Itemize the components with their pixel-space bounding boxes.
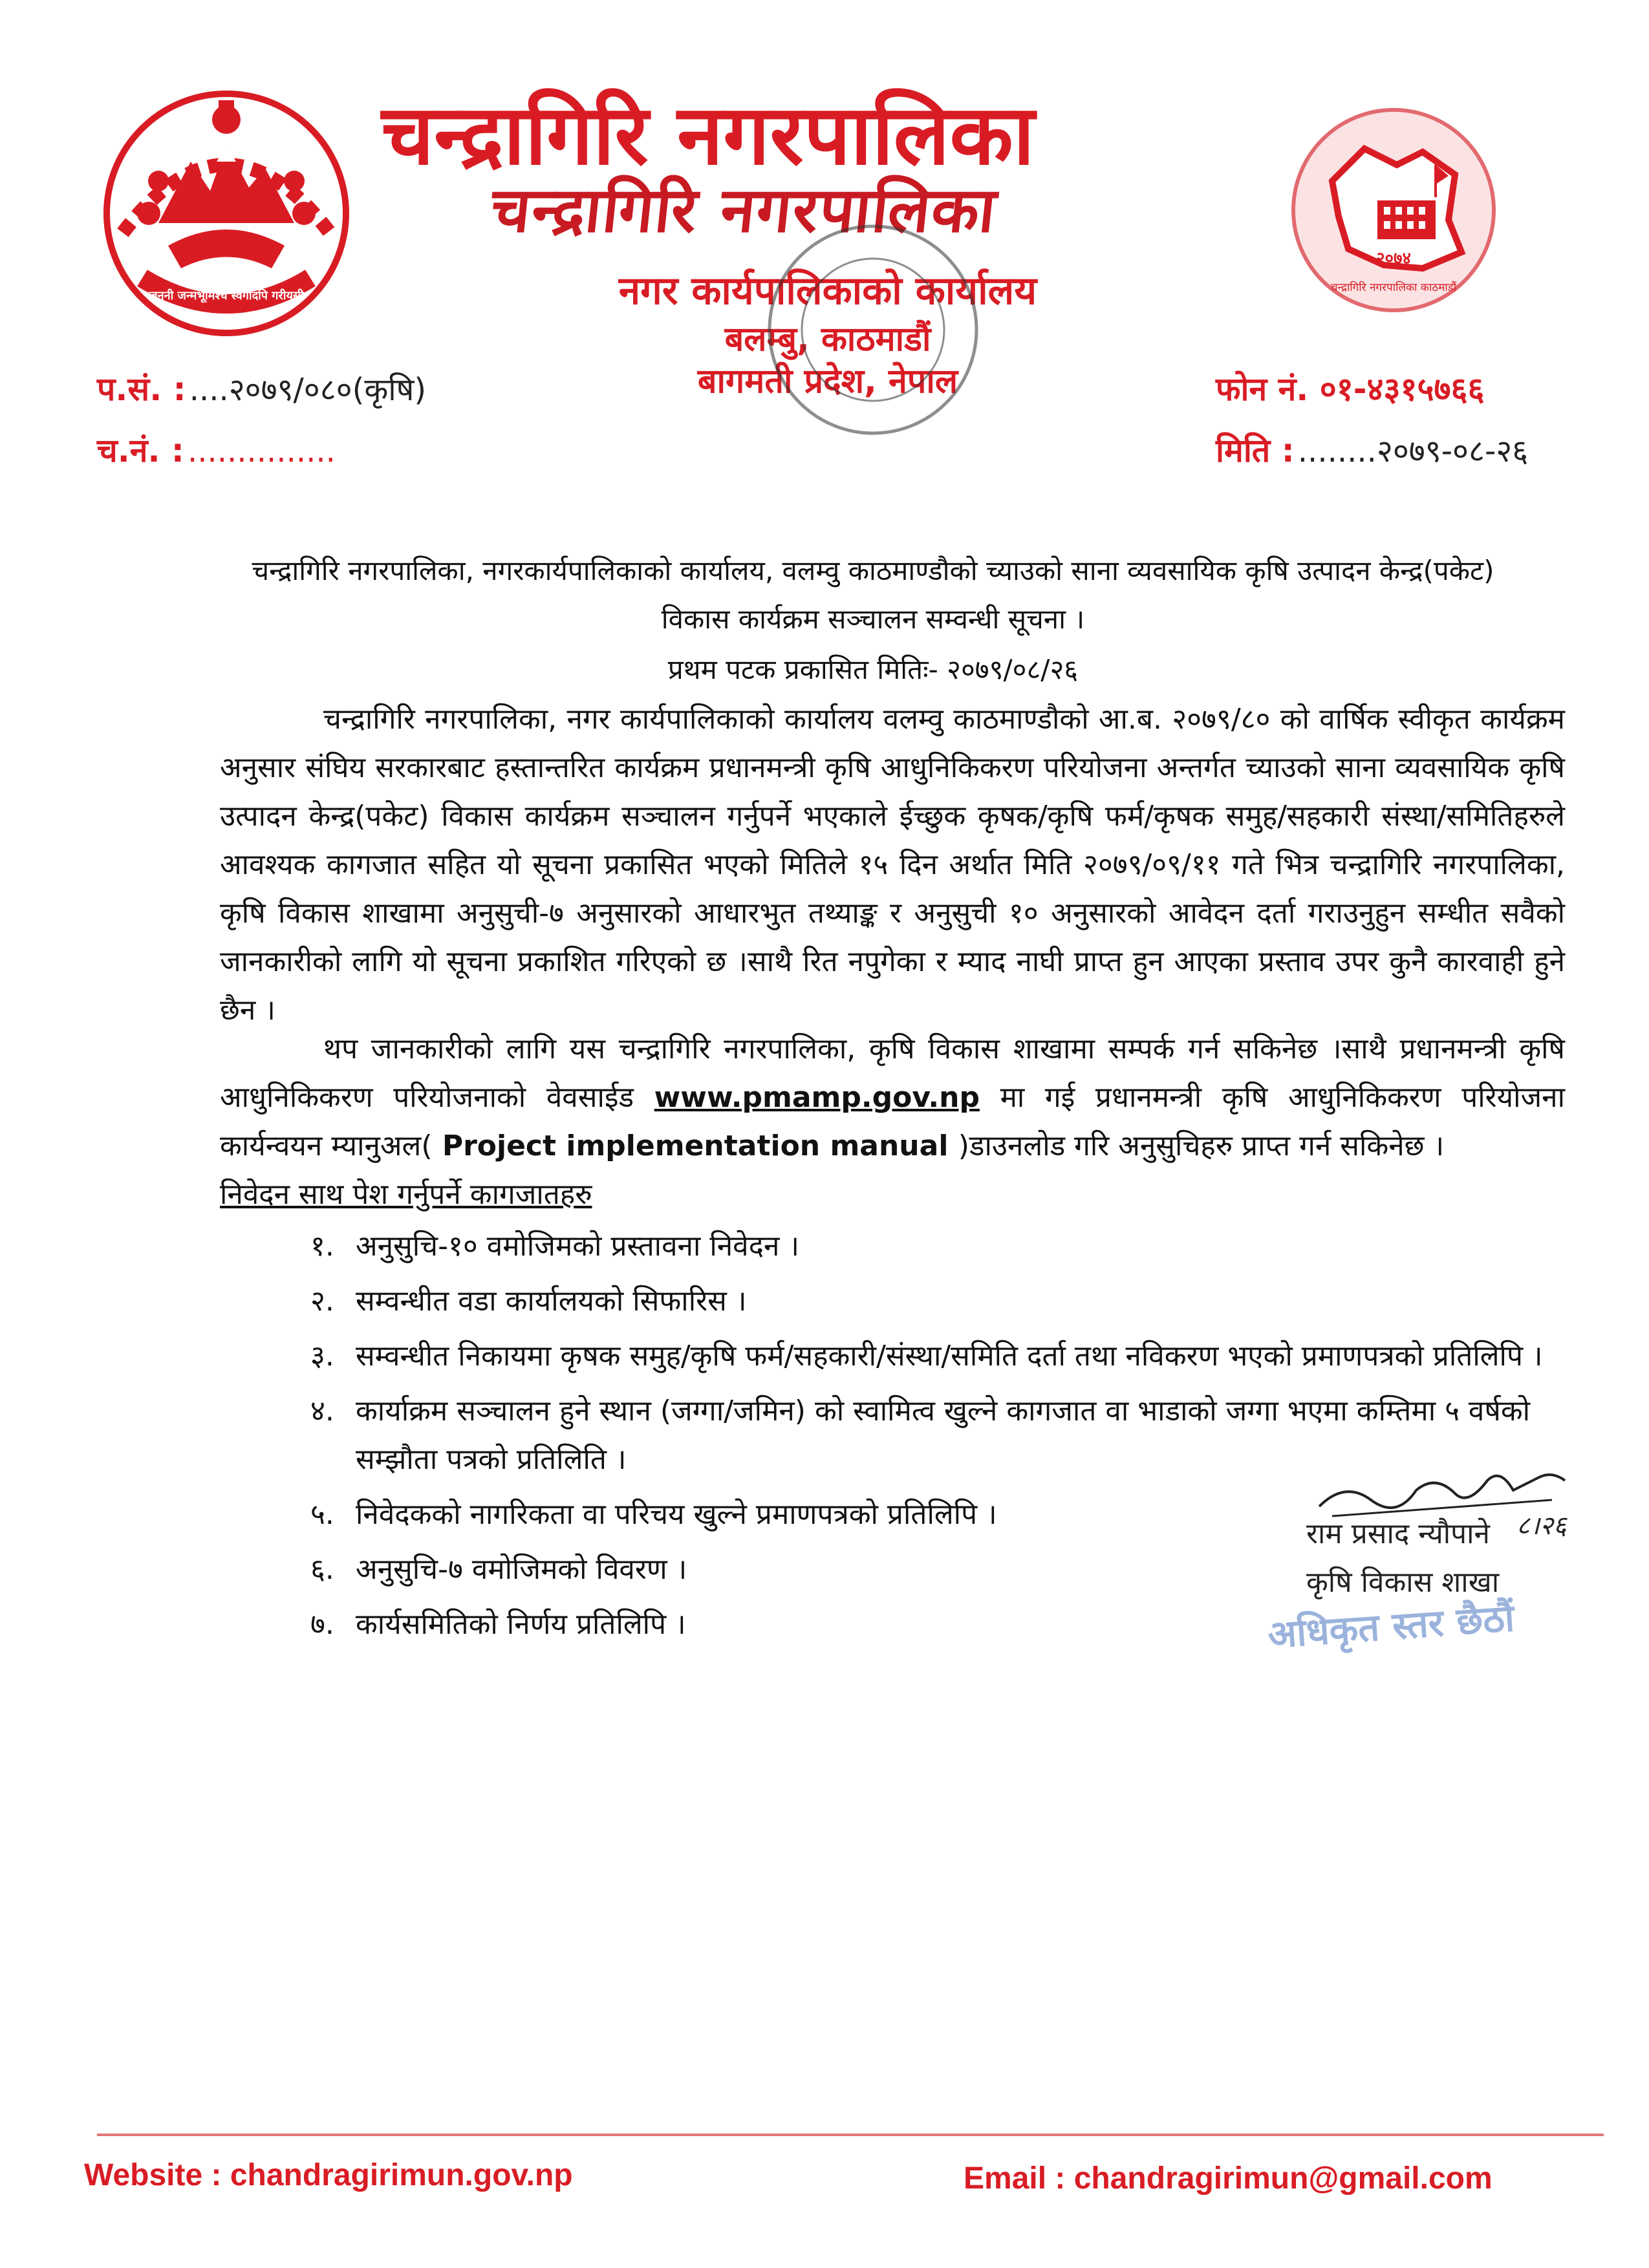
office-name: नगर कार्यपालिकाको कार्यालय: [618, 268, 1037, 314]
footer-divider: [97, 2134, 1604, 2136]
right-logo-caption: चन्द्रागिरि नगरपालिका काठमाडौं: [1330, 281, 1457, 294]
date-value: ........२०७९-०८-२६: [1297, 433, 1529, 469]
list-item-number: १.: [310, 1230, 334, 1263]
cn-value: ...............: [187, 433, 336, 469]
office-round-stamp: [757, 213, 989, 446]
cn-row: [97, 430, 614, 471]
list-item-text: कार्यसमितिको निर्णय प्रतिलिपि ।: [356, 1608, 686, 1641]
para2-text-b: मा गई प्रधानमन्त्री कृषि आधुनिकिकरण परियोजना कार्यन्वयन म्यानुअल(: [220, 1081, 1565, 1162]
round-stamp-icon: [757, 213, 989, 446]
list-item-text: कार्याक्रम सञ्चालन हुने स्थान (जग्गा/जमिन) को स्वामित्व खुल्ने कागजात वा भाडाको जग्गा भएमा कम्तिमा ५ वर्षको सम्झौता पत्रको प्रतिलिति ।: [356, 1395, 1531, 1476]
right-logo-year: २०७४: [1375, 249, 1412, 268]
municipality-title: चन्द्रागिरि नगरपालिका: [382, 87, 1035, 184]
list-item: [310, 1332, 1565, 1380]
list-item-number: २.: [310, 1285, 334, 1318]
date-row: [1216, 430, 1604, 472]
list-item-text: सम्वन्धीत वडा कार्यालयको सिफारिस ।: [356, 1285, 747, 1318]
notice-heading-line2: विकास कार्यक्रम सञ्चालन सम्वन्धी सूचना ।: [661, 603, 1085, 635]
signatory-name: राम प्रसाद न्यौपाने: [1306, 1517, 1490, 1550]
list-item-number: ७.: [310, 1608, 334, 1641]
list-item: [310, 1277, 1565, 1325]
list-item-text: अनुसुचि-७ वमोजिमको विवरण ।: [356, 1553, 687, 1586]
left-emblem-logo: [97, 84, 356, 343]
nepal-emblem-icon: [97, 84, 356, 343]
office-address: बलम्बु, काठमाडौं: [724, 320, 931, 359]
ps-label: प.सं. :: [97, 370, 186, 408]
list-item-number: ४.: [310, 1395, 334, 1428]
list-item-number: ६.: [310, 1553, 334, 1586]
signatory-branch: कृषि विकास शाखा: [1306, 1566, 1500, 1599]
ps-row: [97, 369, 614, 411]
date-label: मिति :: [1216, 432, 1295, 469]
phone-label: फोन नं. ०१-४३१५७६६: [1216, 370, 1485, 408]
published-date: प्रथम पटक प्रकासित मितिः- २०७९/०८/२६: [667, 654, 1079, 685]
footer-website[interactable]: Website : chandragirimun.gov.np: [84, 2158, 573, 2192]
manual-name: Project implementation manual: [432, 1129, 958, 1162]
footer-email[interactable]: Email : chandragirimun@gmail.com: [964, 2161, 1493, 2196]
list-item-text: निवेदकको नागरिकता वा परिचय खुल्ने प्रमाणपत्रको प्रतिलिपि ।: [356, 1498, 997, 1531]
list-item-number: ३.: [310, 1340, 334, 1373]
documents-list-heading: निवेदन साथ पेश गर्नुपर्ने कागजातहरु: [220, 1178, 592, 1211]
ps-value: ....२०७९/०८०(कृषि): [189, 372, 427, 408]
list-item-text: सम्वन्धीत निकायमा कृषक समुह/कृषि फर्म/सहकारी/संस्था/समिति दर्ता तथा नविकरण भएको प्रमाणपत्रको प्रतिलिपि ।: [356, 1340, 1543, 1373]
notice-paragraph-1: चन्द्रागिरि नगरपालिका, नगर कार्यपालिकाको कार्यालय वलम्वु काठमाण्डौको आ.ब. २०७९/८० को वार्षिक स्वीकृत कार्यक्रम अनुसार संघिय सरकारबाट हस्तान्तरित कार्यक्रम प्रधानमन्त्री कृषि आधुनिकिकरण परियोजना अन्तर्गत च्याउको साना व्यवसायिक कृषि उत्पादन केन्द्र(पकेट) विकास कार्यक्रम सञ्चालन गर्नुपर्ने भएकाले ईच्छुक कृषक/कृषि फर्म/कृषक समुह/सहकारी संस्था/समितिहरुले आवश्यक कागजात सहित यो सूचना प्रकासित भएको मितिले १५ दिन अर्थात मिति २०७९/०९/११ गते भित्र चन्द्रागिरि नगरपालिका, कृषि विकास शाखामा अनुसुची-७ अनुसारको आधारभुत तथ्याङ्क र अनुसुची १० अनुसारको आवेदन दर्ता गराउनुहुन सम्धीत सवैको जानकारीको लागि यो सूचना प्रकाशित गरिएको छ ।साथै रित नपुगेका र म्याद नाघी प्राप्त हुन आएका प्रस्ताव उपर कुनै कारवाही हुने छैन ।: [220, 703, 1565, 1027]
notice-paragraph-2: [220, 1025, 1565, 1170]
para2-text-a: थप जानकारीको लागि यस चन्द्रागिरि नगरपालिका, कृषि विकास शाखामा सम्पर्क गर्न सकिनेछ ।साथै प्रधानमन्त्री कृषि आधुनिकिकरण परियोजनाको वेवसाईड: [220, 1032, 1565, 1114]
list-item-text: अनुसुचि-१० वमोजिमको प्रस्तावना निवेदन ।: [356, 1230, 800, 1263]
list-item-number: ५.: [310, 1498, 334, 1531]
phone-row: [1216, 369, 1604, 410]
pmamp-website-link[interactable]: www.pmamp.gov.np: [654, 1081, 980, 1114]
right-municipal-logo: [1287, 103, 1500, 323]
list-item: [310, 1222, 1565, 1270]
officer-rank-stamp: अधिकृत स्तर छैठौं: [1266, 1596, 1516, 1657]
signatory-handwritten-date: ८।२६: [1516, 1511, 1567, 1541]
cn-label: च.नं. :: [97, 432, 184, 469]
municipality-title-styled: चन्द्रागिरि नगरपालिका: [488, 173, 1001, 246]
notice-heading-line1: चन्द्रागिरि नगरपालिका, नगरकार्यपालिकाको कार्यालय, वलम्वु काठमाण्डौको च्याउको साना व्यवसायिक कृषि उत्पादन केन्द्र(पकेट): [252, 555, 1494, 586]
para2-text-c: )डाउनलोड गरि अनुसुचिहरु प्राप्त गर्न सकिनेछ ।: [958, 1129, 1445, 1162]
office-province: बागमती प्रदेश, नेपाल: [697, 362, 958, 401]
left-logo-caption: जननी जन्मभूमिश्च स्वर्गादपि गरीयसी: [149, 289, 304, 303]
